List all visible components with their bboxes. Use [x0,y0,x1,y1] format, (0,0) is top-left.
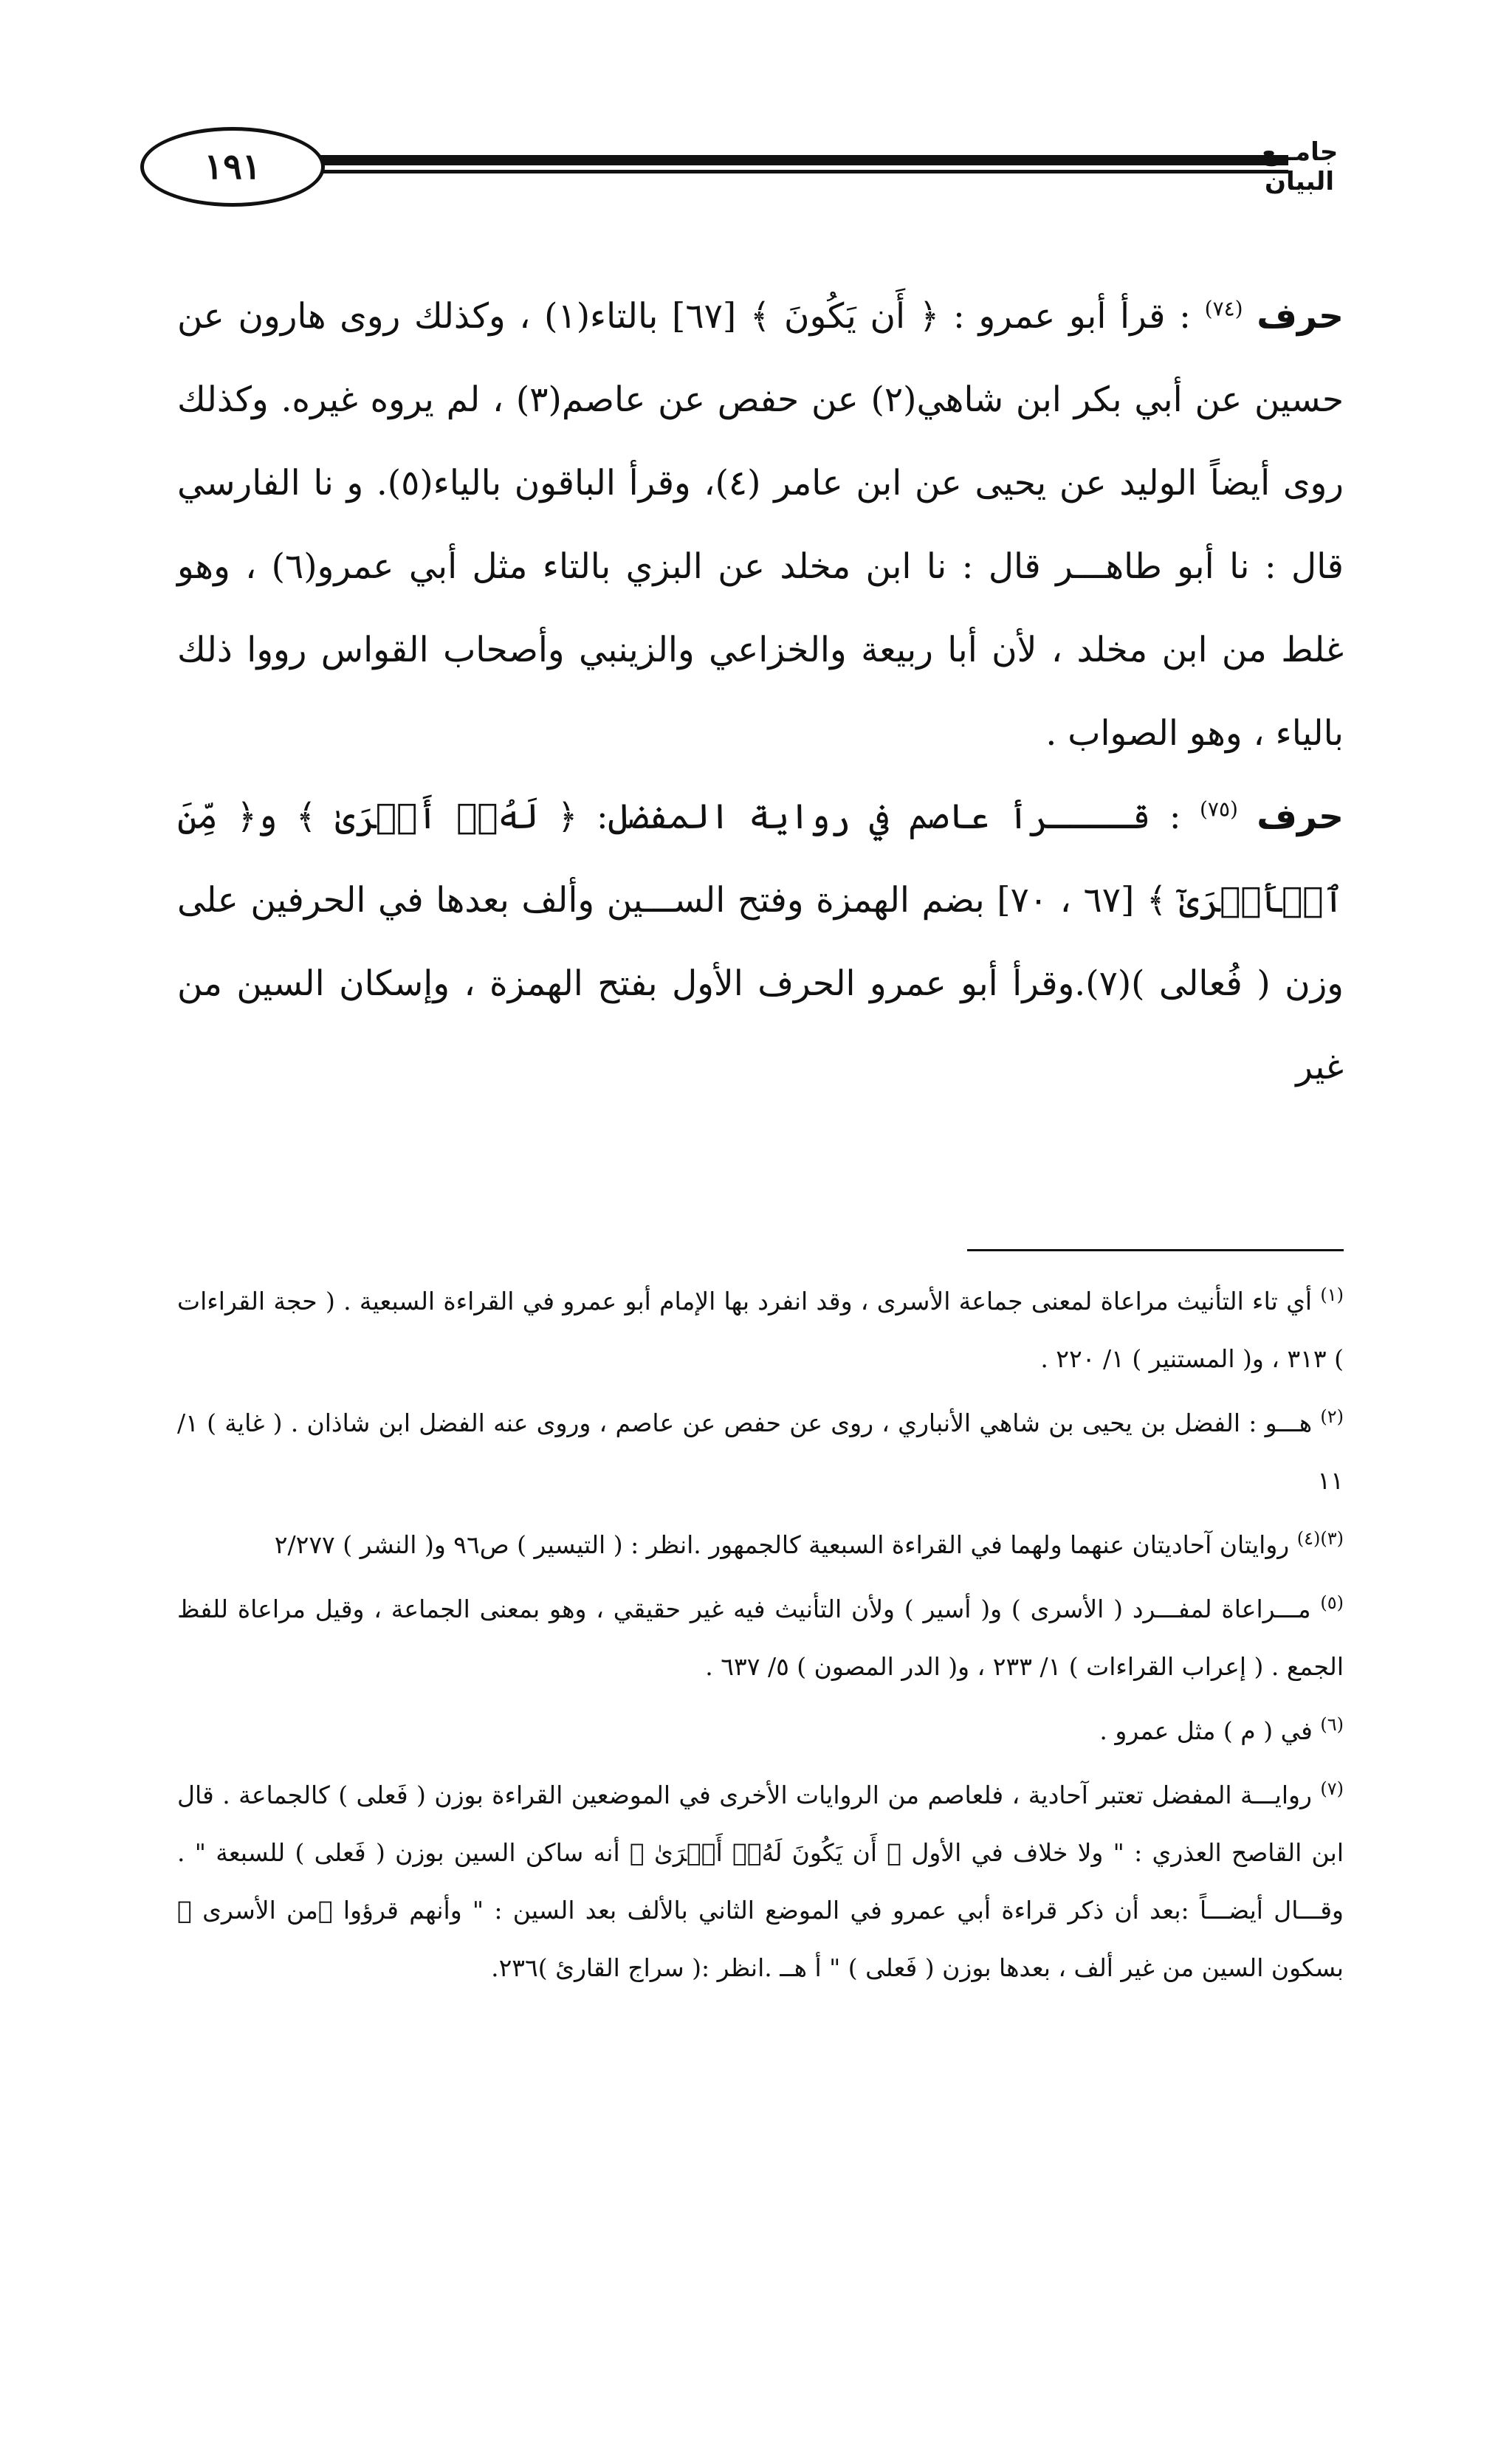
footnote-marker: (٣)(٤) [1296,1528,1344,1549]
footnote [177,1510,1344,1574]
main-text [177,275,1344,1109]
footnote-marker: (٧) [1320,1778,1344,1799]
footnote [177,1574,1344,1696]
footnote [177,1266,1344,1388]
footnote-text: أي تاء التأنيث مراعاة لمعنى جماعة الأسرى ، وقد انفرد بها الإمام أبو عمرو في القراءة السبعية . ( حجة القراءات ) ٣١٣ ، و( المستنير ) ١/ ٢٢٠ . [177,1287,1344,1373]
paragraph-harf-75 [177,775,1344,1109]
footnote-text: في ( م ) مثل عمرو . [1099,1716,1313,1745]
running-header [140,127,1358,208]
footnote-text: مـــراعاة لمفـــرد ( الأسرى ) و( أسير ) ولأن التأنيث فيه غير حقيقي ، وهو بمعنى الجماعة ، وقيل مراعاة للفظ الجمع . ( إعراب القراءات ) ١/ ٢٣٣ ، و( الدر المصون ) ٥/ ٦٣٧ . [177,1595,1344,1681]
footnote [177,1388,1344,1510]
entry-number: (٧٥) [1199,797,1238,822]
running-title: جامــع البيان [1260,137,1339,196]
footnote-text: روايـــة المفضل تعتبر آحادية ، فلعاصم من الروايات الأخرى في الموضعين القراءة بوزن ( فَعلى ) كالجماعة . قال ابن القاصح العذري : " ولا خلاف في الأول ﴿ أَن يَكُونَ لَهُۥٓ أَسۡرَىٰ ﴾ أنه ساكن السين بوزن ( فَعلى ) للسبعة " . وقـــال أيضـــاً :بعد أن ذكر قراءة أبي عمرو في الموضع الثاني بالألف بعد السين : " وأنهم قرؤوا ﴿من الأسرى ﴾ بسكون السين من غير ألف ، بعدها بوزن ( فَعلى ) " أ هــ .انظر :( سراج القارئ )٢٣٦. [177,1781,1344,1982]
page-number: ١٩١ [140,127,325,207]
footnote-text: روايتان آحاديتان عنهما ولهما في القراءة السبعية كالجمهور .انظر : ( التيسير ) ص٩٦ و( النشر ) ٢/٢٧٧ [274,1530,1290,1559]
paragraph-harf-74 [177,275,1344,775]
entry-number: (٧٤) [1204,296,1243,321]
footnote [177,1696,1344,1760]
footnote-separator [967,1249,1344,1251]
footnote-marker: (٥) [1320,1592,1344,1613]
entry-label: حرف [1257,797,1344,837]
footnote-marker: (٦) [1320,1714,1344,1735]
header-rule-thin [314,170,1288,173]
header-rule-thick [314,155,1288,165]
header-double-rule [314,155,1288,177]
footnote-marker: (١) [1320,1285,1344,1305]
paragraph-text: : قــــرأ عاصم في رواية المفضل: ﴿ لَهُۥٓ أَسۡرَىٰ ﴾ و﴿ مِّنَ ٱلۡأَسۡرَىٰٓ ﴾ [٦٧ ، ٧٠] بضم الهمزة وفتح الســـين وألف بعدها في الحرفين على وزن ( فُعالى )(٧).وقرأ أبو عمرو الحرف الأول بفتح الهمزة ، وإسكان السين من غير [177,797,1344,1087]
footnote-text: هـــو : الفضل بن يحيى بن شاهي الأنباري ، روى عن حفص عن عاصم ، وروى عنه الفضل ابن شاذان . ( غاية ) ١/ ١١ [177,1409,1344,1495]
footnote-marker: (٢) [1320,1406,1344,1427]
paragraph-text: : قرأ أبو عمرو : ﴿ أَن يَكُونَ ﴾ [٦٧] بالتاء(١) ، وكذلك روى هارون عن حسين عن أبي بكر ابن شاهي(٢) عن حفص عن عاصم(٣) ، لم يروه غيره. وكذلك روى أيضاً الوليد عن يحيى عن ابن عامر (٤)، وقرأ الباقون بالياء(٥). و نا الفارسي قال : نا أبو طاهـــر قال : نا ابن مخلد عن البزي بالتاء مثل أبي عمرو(٦) ، وهو غلط من ابن مخلد ، لأن أبا ربيعة والخزاعي والزينبي وأصحاب القواس رووا ذلك بالياء ، وهو الصواب . [177,296,1344,754]
footnote [177,1760,1344,1997]
entry-label: حرف [1257,296,1344,337]
footnotes [177,1266,1344,1997]
